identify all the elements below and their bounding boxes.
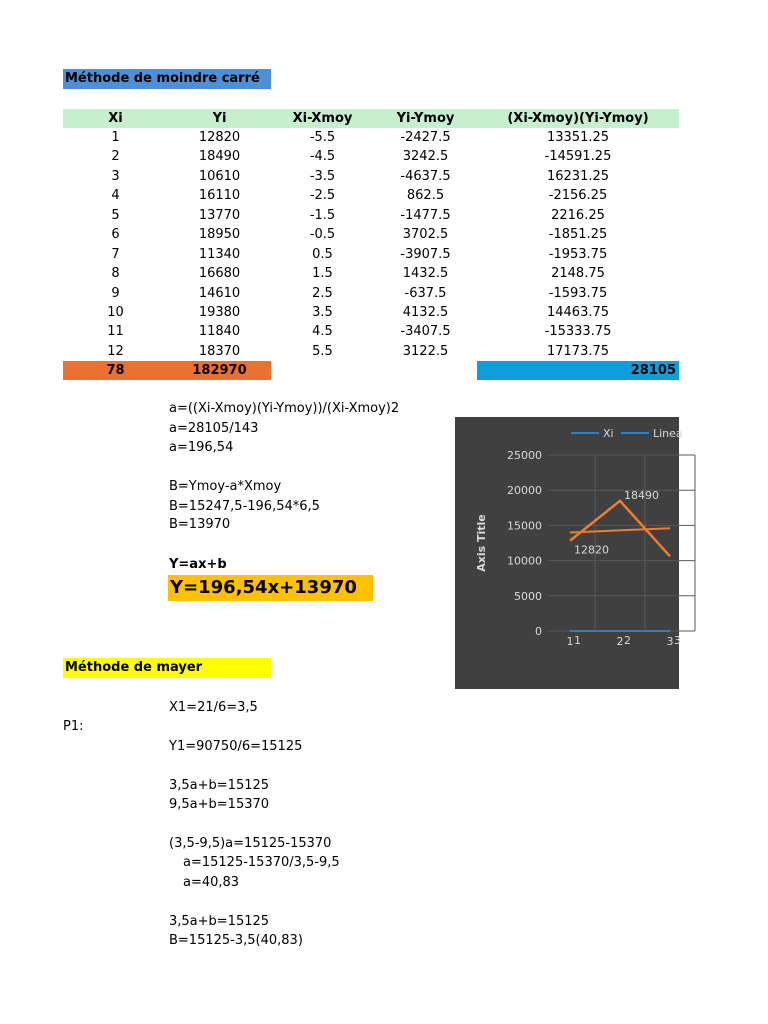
chart-y-tick-label: 10000 (507, 554, 542, 568)
table-cell: 3702.5 (402, 227, 449, 243)
header-yi-ymoy: Yi-Ymoy (396, 111, 455, 126)
model-label: Y=ax+b (169, 557, 227, 572)
table-cell: -1953.75 (548, 246, 608, 262)
header-xi: Xi (108, 111, 123, 126)
table-cell: 16110 (198, 188, 241, 204)
chart-x-tick-label: 2 (616, 635, 624, 648)
header-yi: Yi (212, 111, 227, 126)
table-cell: 4132.5 (402, 304, 449, 320)
table-cell: -2.5 (309, 188, 336, 204)
table-cell: 11 (107, 324, 124, 340)
table-cell: -1477.5 (400, 207, 451, 223)
table-cell: 3 (111, 168, 120, 184)
formula-line: B=Ymoy-a*Xmoy (169, 479, 282, 494)
chart-data-label: 1 (574, 633, 581, 647)
table-cell: 10 (107, 304, 124, 320)
regression-chart (455, 417, 683, 689)
table-cell: -3.5 (309, 168, 336, 184)
header-product: (Xi-Xmoy)(Yi-Ymoy) (507, 111, 649, 126)
formula-line: B=13970 (169, 517, 231, 532)
table-cell: 1 (111, 130, 120, 145)
mayer-line: B=15125-3,5(40,83) (169, 933, 303, 948)
table-cell: 12 (107, 343, 124, 359)
table-cell: 2148.75 (551, 266, 605, 282)
formula-line: a=196,54 (169, 440, 234, 455)
table-cell: -3407.5 (400, 324, 451, 340)
table-cell: -0.5 (309, 227, 336, 243)
table-cell: 6 (111, 227, 120, 243)
table-cell: -1851.25 (548, 227, 608, 243)
table-cell: 8 (111, 266, 120, 282)
table-cell: 14463.75 (546, 304, 610, 320)
table-cell: 18490 (198, 149, 241, 165)
chart-y-tick-label: 5000 (514, 589, 542, 603)
table-cell: 0.5 (312, 246, 333, 262)
mayer-line: 9,5a+b=15370 (169, 797, 270, 812)
mayer-line: 3,5a+b=15125 (169, 778, 270, 793)
table-cell: 16680 (198, 266, 241, 282)
mayer-line: X1=21/6=3,5 (169, 700, 258, 715)
formula-line: a=((Xi-Xmoy)(Yi-Ymoy))/(Xi-Xmoy)2 (169, 401, 400, 416)
chart-data-label: 3 (674, 633, 681, 647)
regression-result: Y=196,54x+13970 (168, 575, 373, 601)
table-cell: 19380 (198, 304, 241, 320)
table-cell: 11840 (198, 324, 241, 340)
formula-line: B=15247,5-196,54*6,5 (169, 499, 320, 514)
mayer-line: Y1=90750/6=15125 (169, 739, 303, 754)
formula-line: a=28105/143 (169, 421, 259, 436)
chart-y-axis-title: Axis Title (475, 514, 488, 572)
mayer-line: (3,5-9,5)a=15125-15370 (169, 836, 332, 851)
table-cell: 18950 (198, 227, 241, 243)
sum-product: 28105 (630, 363, 676, 378)
table-cell: 14610 (198, 285, 241, 301)
table-cell: 17173.75 (546, 343, 610, 359)
chart-legend-label: Xi (603, 427, 614, 440)
chart-y-tick-label: 20000 (507, 484, 542, 498)
table-cell: 4.5 (312, 324, 333, 340)
table-cell: 13351.25 (546, 130, 610, 145)
table-cell: 7 (111, 246, 120, 262)
chart-data-label: 18490 (624, 488, 659, 502)
mayer-line: a=15125-15370/3,5-9,5 (183, 855, 340, 870)
table-cell: -14591.25 (544, 149, 612, 165)
table-cell: -1593.75 (548, 285, 608, 301)
table-cell: -2427.5 (400, 130, 451, 145)
chart-y-tick-label: 15000 (507, 519, 542, 533)
section-title-least-squares: Méthode de moindre carré (63, 69, 271, 89)
table-cell: 16231.25 (546, 168, 610, 184)
table-cell: 3122.5 (402, 343, 449, 359)
table-cell: -15333.75 (544, 324, 612, 340)
chart-data-label: 12820 (574, 543, 609, 557)
chart-x-tick-label: 3 (666, 635, 674, 648)
table-cell: 2 (111, 149, 120, 165)
sum-yi: 182970 (192, 363, 247, 378)
chart-y-tick-label: 0 (535, 625, 542, 638)
table-cell: 5.5 (312, 343, 333, 359)
table-cell: 12820 (198, 130, 241, 145)
section-title-mayer: Méthode de mayer (63, 658, 271, 678)
table-cell: 3242.5 (402, 149, 449, 165)
table-cell: 5 (111, 207, 120, 223)
chart-x-tick-label: 1 (566, 635, 574, 648)
table-cell: 862.5 (406, 188, 445, 204)
table-cell: 1.5 (312, 266, 333, 282)
table-cell: 13770 (198, 207, 241, 223)
header-xi-xmoy: Xi-Xmoy (292, 111, 353, 126)
table-cell: 2.5 (312, 285, 333, 301)
chart-data-label: 2 (624, 633, 631, 647)
chart-y-tick-label: 25000 (507, 449, 542, 462)
table-cell: -5.5 (309, 130, 336, 145)
table-cell: 4 (111, 188, 120, 204)
table-cell: 9 (111, 285, 120, 301)
table-cell: 2216.25 (551, 207, 605, 223)
table-cell: -637.5 (404, 285, 447, 301)
table-cell: -4637.5 (400, 168, 451, 184)
mayer-line: 3,5a+b=15125 (169, 914, 270, 929)
table-cell: 1432.5 (402, 266, 449, 282)
p1-label: P1: (63, 719, 84, 734)
chart-legend-label: Linea (653, 427, 683, 440)
table-cell: -2156.25 (548, 188, 608, 204)
sum-xi: 78 (106, 363, 125, 378)
chart-svg (455, 417, 683, 689)
table-cell: -1.5 (309, 207, 336, 223)
table-cell: -3907.5 (400, 246, 451, 262)
table-cell: -4.5 (309, 149, 336, 165)
mayer-line: a=40,83 (183, 875, 240, 890)
table-cell: 3.5 (312, 304, 333, 320)
table-cell: 10610 (198, 168, 241, 184)
table-cell: 18370 (198, 343, 241, 359)
table-cell: 11340 (198, 246, 241, 262)
